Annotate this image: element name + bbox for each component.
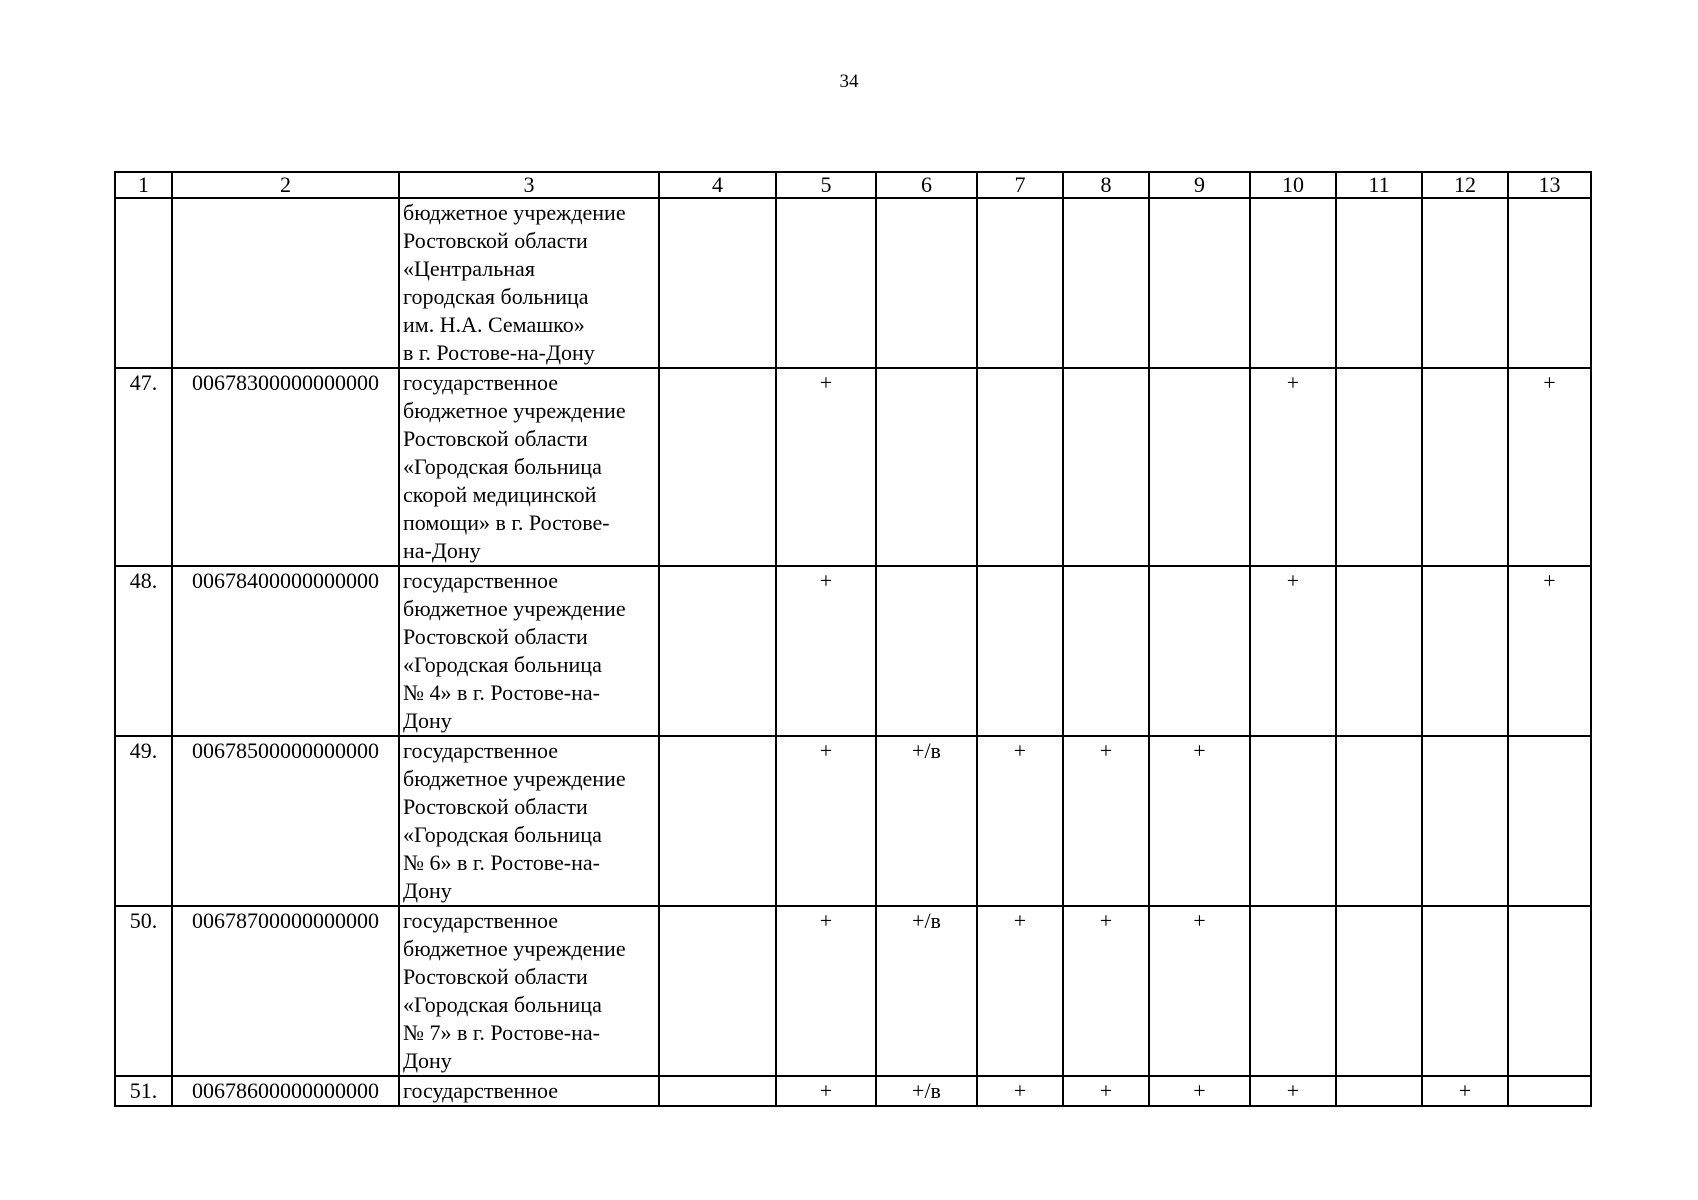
column-header: 13 (1508, 172, 1591, 198)
mark-col-7: + (977, 906, 1063, 1076)
row-number: 49. (115, 736, 172, 906)
column-header: 7 (977, 172, 1063, 198)
mark-col-6: +/в (876, 1076, 977, 1106)
column-header: 1 (115, 172, 172, 198)
table-row (115, 1076, 1591, 1106)
mark-col-8: + (1063, 906, 1149, 1076)
table-row (115, 736, 1591, 906)
mark-col-9 (1149, 198, 1250, 368)
column-header: 10 (1250, 172, 1336, 198)
row-number: 50. (115, 906, 172, 1076)
column-header: 11 (1336, 172, 1422, 198)
mark-col-11 (1336, 906, 1422, 1076)
mark-col-5: + (776, 566, 876, 736)
mark-col-8: + (1063, 736, 1149, 906)
column-header: 9 (1149, 172, 1250, 198)
mark-col-10 (1250, 906, 1336, 1076)
mark-col-4 (659, 736, 776, 906)
column-header: 5 (776, 172, 876, 198)
row-number: 47. (115, 368, 172, 566)
mark-col-6 (876, 368, 977, 566)
mark-col-4 (659, 906, 776, 1076)
mark-col-11 (1336, 736, 1422, 906)
mark-col-10 (1250, 736, 1336, 906)
mark-col-12 (1422, 368, 1508, 566)
row-code (172, 198, 399, 368)
mark-col-5: + (776, 736, 876, 906)
column-header: 2 (172, 172, 399, 198)
mark-col-12: + (1422, 1076, 1508, 1106)
mark-col-7 (977, 198, 1063, 368)
mark-col-12 (1422, 198, 1508, 368)
mark-col-4 (659, 368, 776, 566)
mark-col-11 (1336, 566, 1422, 736)
mark-col-6 (876, 198, 977, 368)
mark-col-7: + (977, 1076, 1063, 1106)
column-header: 12 (1422, 172, 1508, 198)
mark-col-5: + (776, 906, 876, 1076)
mark-col-8 (1063, 566, 1149, 736)
column-header: 8 (1063, 172, 1149, 198)
mark-col-11 (1336, 368, 1422, 566)
mark-col-4 (659, 198, 776, 368)
mark-col-8 (1063, 368, 1149, 566)
mark-col-10: + (1250, 1076, 1336, 1106)
mark-col-5: + (776, 368, 876, 566)
table-row (115, 906, 1591, 1076)
mark-col-9: + (1149, 906, 1250, 1076)
page-number: 34 (839, 71, 859, 92)
institution-name: государственное (399, 1076, 659, 1106)
row-number (115, 198, 172, 368)
mark-col-12 (1422, 566, 1508, 736)
mark-col-6 (876, 566, 977, 736)
mark-col-7 (977, 566, 1063, 736)
row-code: 00678700000000000 (172, 906, 399, 1076)
column-header: 4 (659, 172, 776, 198)
mark-col-7 (977, 368, 1063, 566)
row-code: 00678600000000000 (172, 1076, 399, 1106)
mark-col-7: + (977, 736, 1063, 906)
mark-col-11 (1336, 198, 1422, 368)
mark-col-10 (1250, 198, 1336, 368)
row-code: 00678500000000000 (172, 736, 399, 906)
mark-col-5 (776, 198, 876, 368)
mark-col-13: + (1508, 368, 1591, 566)
mark-col-4 (659, 566, 776, 736)
mark-col-13: + (1508, 566, 1591, 736)
institution-name: бюджетное учреждение Ростовской области «Центральная городская больница им. Н.А. Семашко» в г. Ростове-на-Дону (399, 198, 659, 368)
mark-col-5: + (776, 1076, 876, 1106)
table-row (115, 566, 1591, 736)
mark-col-12 (1422, 736, 1508, 906)
mark-col-9: + (1149, 1076, 1250, 1106)
mark-col-9: + (1149, 736, 1250, 906)
institution-name: государственное бюджетное учреждение Ростовской области «Городская больница № 4» в г. Ростове-на- Дону (399, 566, 659, 736)
institution-name: государственное бюджетное учреждение Ростовской области «Городская больница № 6» в г. Ростове-на- Дону (399, 736, 659, 906)
table-row (115, 198, 1591, 368)
mark-col-10: + (1250, 566, 1336, 736)
row-code: 00678400000000000 (172, 566, 399, 736)
mark-col-8 (1063, 198, 1149, 368)
table-row (115, 368, 1591, 566)
mark-col-13 (1508, 906, 1591, 1076)
mark-col-11 (1336, 1076, 1422, 1106)
mark-col-10: + (1250, 368, 1336, 566)
column-header-row (115, 172, 1591, 198)
institution-name: государственное бюджетное учреждение Ростовской области «Городская больница скорой медицинской помощи» в г. Ростове- на-Дону (399, 368, 659, 566)
row-code: 00678300000000000 (172, 368, 399, 566)
row-number: 48. (115, 566, 172, 736)
column-header: 3 (399, 172, 659, 198)
mark-col-13 (1508, 198, 1591, 368)
column-header: 6 (876, 172, 977, 198)
mark-col-6: +/в (876, 906, 977, 1076)
row-number: 51. (115, 1076, 172, 1106)
mark-col-9 (1149, 368, 1250, 566)
mark-col-4 (659, 1076, 776, 1106)
mark-col-12 (1422, 906, 1508, 1076)
mark-col-8: + (1063, 1076, 1149, 1106)
mark-col-13 (1508, 736, 1591, 906)
mark-col-13 (1508, 1076, 1591, 1106)
mark-col-9 (1149, 566, 1250, 736)
registry-table (114, 171, 1592, 1107)
mark-col-6: +/в (876, 736, 977, 906)
institution-name: государственное бюджетное учреждение Ростовской области «Городская больница № 7» в г. Ростове-на- Дону (399, 906, 659, 1076)
